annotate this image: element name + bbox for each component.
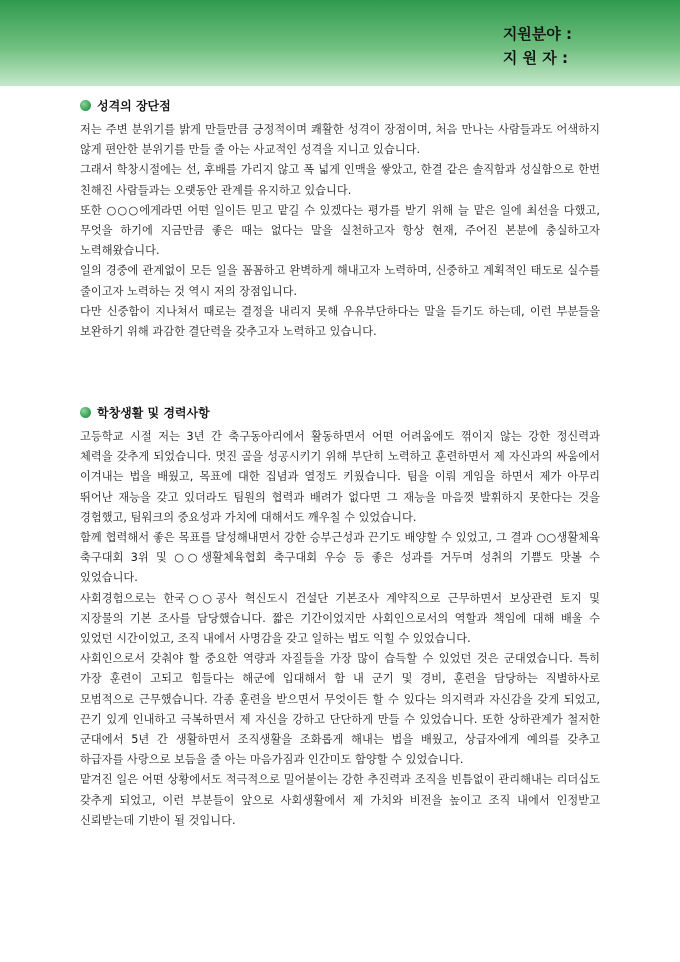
- green-bullet-icon: [80, 407, 91, 418]
- section-personality: [80, 96, 600, 342]
- paragraph: 맡겨진 일은 어떤 상황에서도 적극적으로 밀어붙이는 강한 추진력과 조직을 빈틈없이 관리해내는 리더십도 갖추게 되었고, 이런 부분들이 앞으로 사회생활에서 제 가치와 비전을 높이고 조직 내에서 인정받고 신뢰받는데 기반이 될 것입니다.: [80, 773, 600, 827]
- section-title: 학창생활 및 경력사항: [97, 405, 210, 420]
- paragraph: 사회인으로서 갖춰야 할 중요한 역량과 자질들을 가장 많이 습득할 수 있었던 것은 군대였습니다. 특히 가장 훈련이 고되고 힘들다는 해군에 입대해서 함 내 군기 및 경비, 훈련을 담당하는 직별하사로 모범적으로 근무했습니다. 각종 훈련을 받으면서 무엇이든 할 수 있다는 의지력과 자신감을 갖게 되었고, 끈기 있게 인내하고 극복하면서 제 자신을 강하고 단단하게 만들 수 있었습니다. 또한 상하관계가 철저한 군대에서 5년 간 생활하면서 조직생활을 조화롭게 해내는 법을 배웠고, 상급자에게 예의를 갖추고 하급자를 사랑으로 보듬을 줄 아는 마음가짐과 인간미도 함양할 수 있었습니다.: [80, 652, 600, 767]
- paragraph: 고등학교 시절 저는 3년 간 축구동아리에서 활동하면서 어떤 어려움에도 꺾이지 않는 강한 정신력과 체력을 갖추게 되었습니다. 멋진 골을 성공시키기 위해 부단히 노력하고 훈련하면서 제 자신과의 싸움에서 이겨내는 법을 배웠고, 목표에 대한 집념과 열정도 키웠습니다. 팀을 이뤄 게임을 하면서 제가 아무리 뛰어난 재능을 갖고 있더라도 팀원의 협력과 배려가 없다면 그 재능을 마음껏 발휘하지 못한다는 것을 경험했고, 팀워크의 중요성과 가치에 대해서도 깨우칠 수 있었습니다.: [80, 430, 600, 524]
- paragraph: 사회경험으로는 한국○○공사 혁신도시 건설단 기본조사 계약직으로 근무하면서 보상관련 토지 및 지장물의 기본 조사를 담당했습니다. 짧은 기간이었지만 사회인으로서의 역할과 책임에 대해 배울 수 있었던 시간이었고, 조직 내에서 사명감을 갖고 일하는 법도 익힐 수 있었습니다.: [80, 591, 600, 646]
- applicant-label: 지 원 자 :: [502, 49, 568, 67]
- section-heading: [80, 96, 600, 114]
- section-title: 성격의 장단점: [97, 98, 171, 113]
- section-body: [80, 427, 600, 831]
- applicant-info: [503, 22, 572, 70]
- paragraph: 저는 주변 분위기를 밝게 만들만큼 긍정적이며 쾌활한 성격이 장점이며, 처음 만나는 사람들과도 어색하지 않게 편안한 분위기를 만들 줄 아는 사교적인 성격을 지니고 있습니다.: [80, 123, 600, 157]
- paragraph: 일의 경중에 관계없이 모든 일을 꼼꼼하고 완벽하게 해내고자 노력하며, 신중하고 계획적인 태도로 실수를 줄이고자 노력하는 것 역시 저의 장점입니다.: [80, 264, 600, 298]
- field-label: 지원분야 :: [502, 25, 572, 43]
- green-bullet-icon: [80, 100, 91, 111]
- paragraph: 또한 ○○○에게라면 어떤 일이든 믿고 맡길 수 있겠다는 평가를 받기 위해 늘 맡은 일에 최선을 다했고, 무엇을 하기에 지금만큼 좋은 때는 없다는 말을 실천하고자 항상 현재, 주어진 본분에 충실하고자 노력해왔습니다.: [80, 203, 600, 258]
- paragraph: 다만 신중함이 지나쳐서 때로는 결정을 내리지 못해 우유부단하다는 말을 듣기도 하는데, 이런 부분들을 보완하기 위해 과감한 결단력을 갖추고자 노력하고 있습니다.: [80, 304, 600, 339]
- paragraph: 그래서 학창시절에는 선, 후배를 가리지 않고 폭 넓게 인맥을 쌓았고, 한결 같은 솔직함과 성실함으로 한번 친해진 사람들과는 오랫동안 관계를 유지하고 있습니다.: [80, 163, 600, 197]
- section-body: [80, 120, 600, 342]
- header-banner: [0, 0, 680, 86]
- paragraph: 함께 협력해서 좋은 목표를 달성해내면서 강한 승부근성과 끈기도 배양할 수 있었고, 그 결과 ○○생활체육 축구대회 3위 및 ○○생활체육협회 축구대회 우승 등 좋은 성과를 거두며 성취의 기쁨도 맛볼 수 있었습니다.: [80, 531, 600, 585]
- section-heading: [80, 403, 600, 421]
- section-school-career: [80, 403, 600, 831]
